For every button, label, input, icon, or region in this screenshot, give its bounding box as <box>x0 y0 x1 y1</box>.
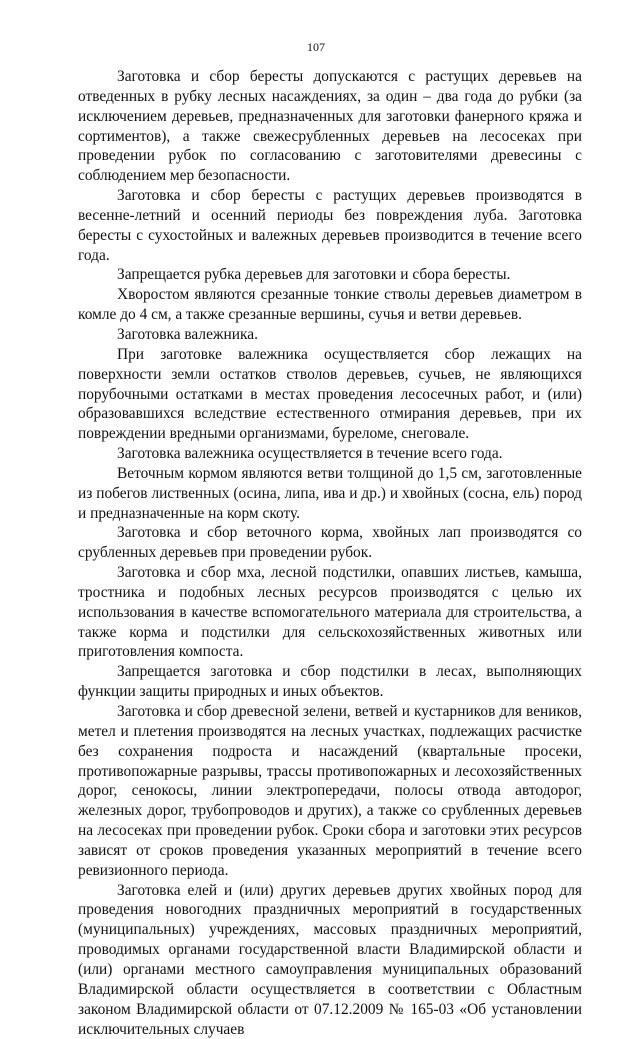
paragraph-spruce-harvest: Заготовка елей и (или) других деревьев других хвойных пород для проведения новогодних праздничных мероприятий в государственных (муниципальных) учреждениях, массовых праздничных мероприятий, проводимых органами государственной власти Владимирской области и (или) органами местного самоуправления муниципальных образований Владимирской области осуществляется в соответствии с Областным законом Владимирской области от 07.12.2009 № 165-03 «Об установлении исключительных случаев <box>78 881 582 1038</box>
paragraph-deadwood-period: Заготовка валежника осуществляется в течение всего года. <box>117 445 503 463</box>
paragraph-moss-litter-harvest: Заготовка и сбор мха, лесной подстилки, опавших листьев, камыша, тростника и подобных лесных ресурсов производятся с целью их использования в качестве вспомогательного материала для строительства, а также корма и подстилки для сельскохозяйственных животных или приготовления компоста. <box>78 564 582 661</box>
document-body <box>78 67 582 1039</box>
paragraph-brushwood-definition: Хворостом являются срезанные тонкие стволы деревьев диаметром в комле до 4 см, а также срезанные вершины, сучья и ветви деревьев. <box>78 286 582 324</box>
paragraph-greenery-harvest: Заготовка и сбор древесной зелени, ветвей и кустарников для веников, метел и плетения производятся на лесных участках, подлежащих расчистке без сохранения подроста и насаждений (квартальные просеки, противопожарные разрывы, трассы противопожарных и лесохозяйственных дорог, сенокосы, линии электропередачи, полосы отвода автодорог, железных дорог, трубопроводов и других), а также со срубленных деревьев на лесосеках при проведении рубок. Сроки сбора и заготовки этих ресурсов зависят от сроков проведения указанных мероприятий в течение всего ревизионного периода. <box>78 703 582 879</box>
paragraph-birch-bark-seasons: Заготовка и сбор бересты с растущих деревьев производятся в весенне-летний и осенний периоды без повреждения луба. Заготовка бересты с сухостойных и валежных деревьев производится в течение всего года. <box>78 187 582 264</box>
page-number: 107 <box>307 40 325 54</box>
paragraph-litter-prohibition: Запрещается заготовка и сбор подстилки в лесах, выполняющих функции защиты природных и иных объектов. <box>78 663 582 701</box>
paragraph-deadwood-collection: При заготовке валежника осуществляется сбор лежащих на поверхности земли остатков стволов деревьев, сучьев, не являющихся порубочными остатками в местах проведения лесосечных работ, и (или) образовавшихся вследствие естественного отмирания деревьев, при их повреждении вредными организмами, буреломе, снеговале. <box>78 345 582 443</box>
paragraph-birch-bark-harvest: Заготовка и сбор бересты допускаются с растущих деревьев на отведенных в рубку лесных насаждениях, за один – два года до рубки (за исключением деревьев, предназначенных для заготовки фанерного кряжа и сортиментов), а также свежесрубленных деревьев на лесосеках при проведении рубок по согласованию с заготовителями древесины с соблюдением мер безопасности. <box>78 68 582 185</box>
paragraph-deadwood-heading: Заготовка валежника. <box>117 325 258 343</box>
paragraph-branch-fodder-harvest: Заготовка и сбор веточного корма, хвойных лап производятся со срубленных деревьев при проведении рубок. <box>78 524 582 562</box>
paragraph-branch-fodder-definition: Веточным кормом являются ветви толщиной до 1,5 см, заготовленные из побегов лиственных (осина, липа, ива и др.) и хвойных (сосна, ель) пород и предназначенные на корм скоту. <box>78 464 582 522</box>
paragraph-birch-bark-prohibition: Запрещается рубка деревьев для заготовки и сбора бересты. <box>117 266 511 284</box>
